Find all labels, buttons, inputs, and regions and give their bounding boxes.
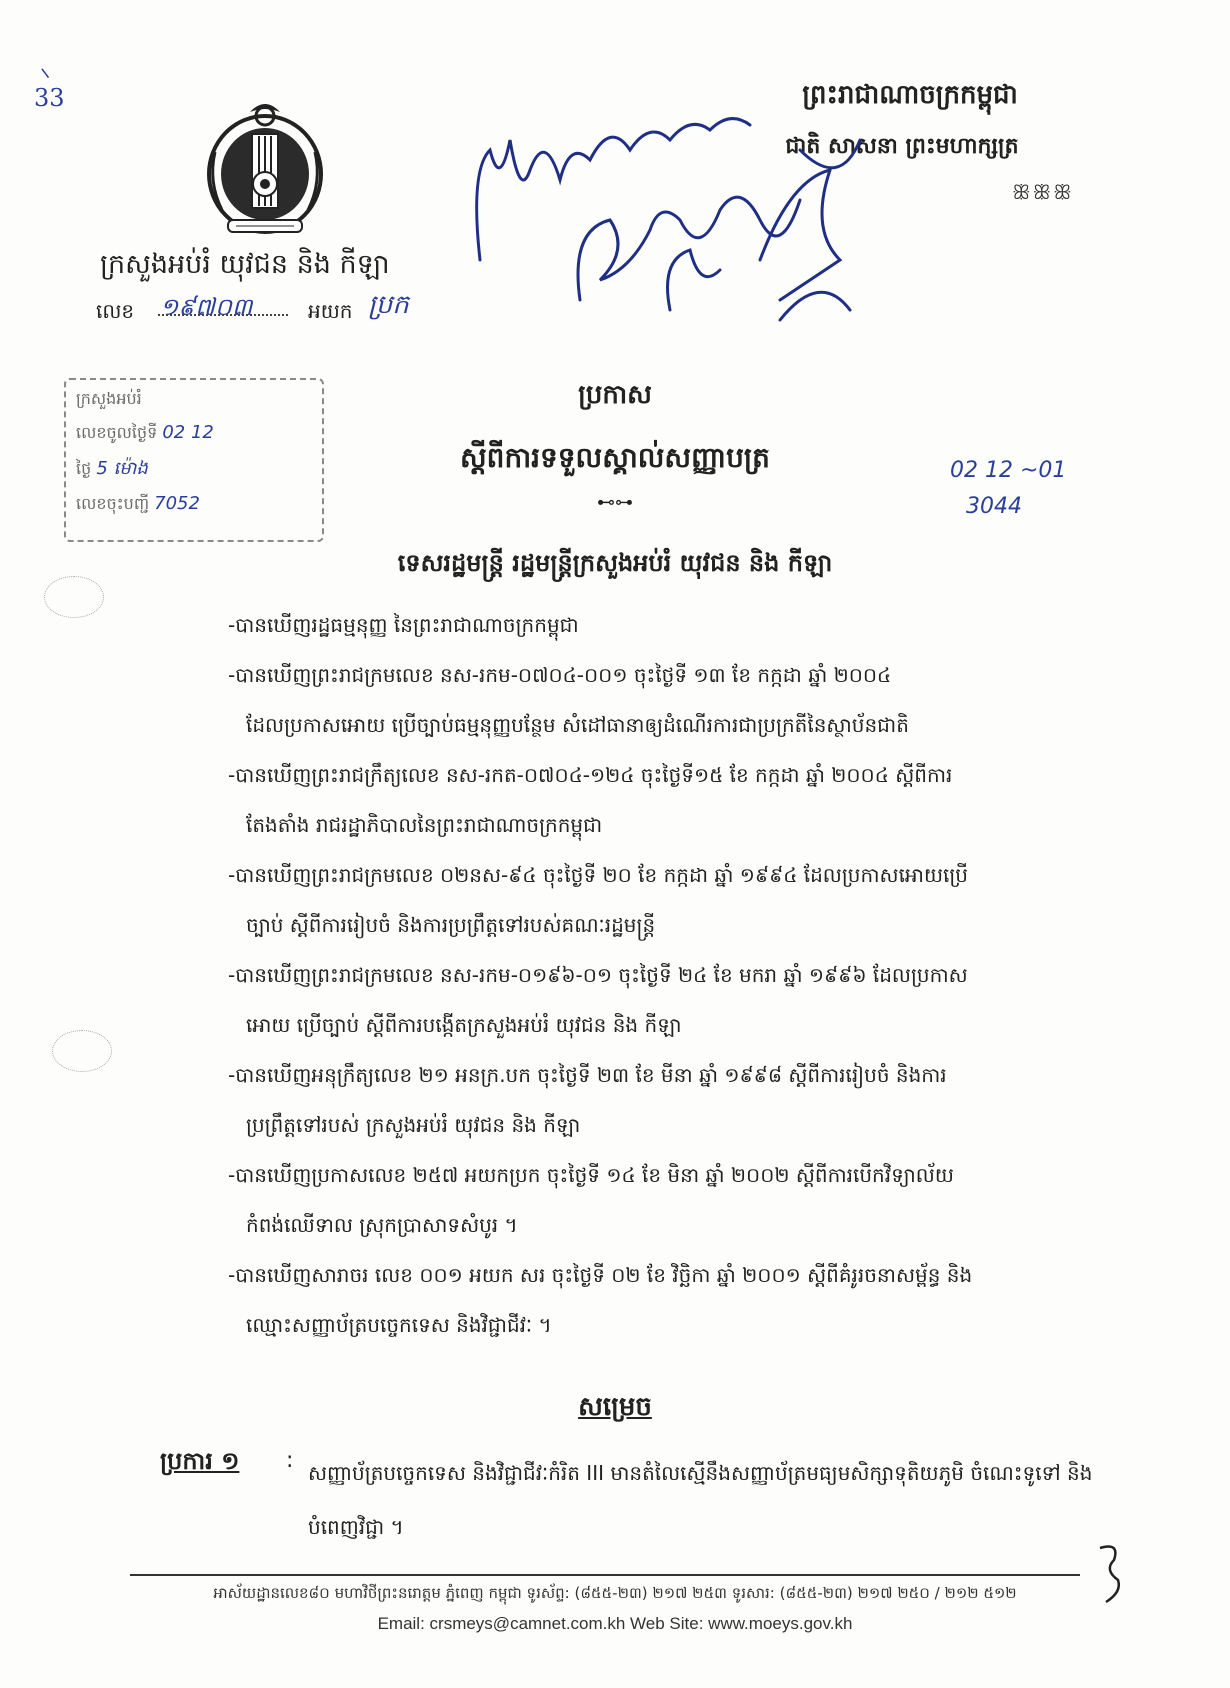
stamp-time-value: 5 ម៉ោង [96, 458, 148, 479]
punch-hole-mark [52, 1030, 112, 1072]
motto-ornament: ꕥꕥꕥ [1012, 180, 1074, 204]
preamble-clause: -បានឃើញសារាចរ លេខ ០០១ អយក សរ ចុះថ្ងៃទី ០២ ខែ វិច្ឆិកា ឆ្នាំ ២០០១ ស្តីពីគំរូរចនាសម្ព័ន្ធ និង ឈ្មោះសញ្ញាប័ត្របច្ចេកទេស និងវិជ្ជាជីវៈ ។ [228, 1263, 973, 1337]
stamp-register-value: 7052 [154, 493, 200, 514]
footer-contact: Email: crsmeys@camnet.com.kh Web Site: www.moeys.gov.kh [377, 1614, 853, 1633]
preamble-clause: -បានឃើញព្រះរាជក្រមលេខ នស-រកម-០៧០៤-០០១ ចុះថ្ងៃទី ១៣ ខែ កក្កដា ឆ្នាំ ២០០៤ ដែលប្រកាសអោយ ប្រើច្បាប់ធម្មនុញ្ញបន្ថែម សំដៅធានាឲ្យដំណើរការជាប្រក្រតីនៃស្ថាប័នជាតិ [228, 663, 909, 737]
article-1-label: ប្រការ ១ [160, 1447, 240, 1475]
reference-org-label: អយក [308, 299, 353, 323]
preamble-clause: -បានឃើញព្រះរាជក្រមលេខ នស-រកម-០១៩៦-០១ ចុះថ្ងៃទី ២៤ ខែ មករា ឆ្នាំ ១៩៩៦ ដែលប្រកាស អោយ ប្រើច្បាប់ ស្តីពីការបង្កើតក្រសួងអប់រំ យុវជន និង កីឡា [228, 963, 968, 1037]
stamp-date-label: លេខចូលថ្ងៃទី [76, 423, 158, 442]
handwritten-signature [460, 110, 880, 330]
preamble-clause: -បានឃើញអនុក្រឹត្យលេខ ២១ អនក្រ.បក ចុះថ្ងៃទី ២៣ ខែ មីនា ឆ្នាំ ១៩៩៨ ស្តីពីការរៀបចំ និងការ ប្រព្រឹត្តទៅរបស់ ក្រសួងអប់រំ យុវជន និង កីឡា [228, 1063, 947, 1137]
document-subtitle: ស្តីពីការទទួលស្គាល់សញ្ញាបត្រ [460, 441, 770, 474]
title-divider-ornament: ⊷⊶ [597, 492, 633, 513]
page-corner-mark: ⸜ [38, 53, 52, 83]
reference-number-value: ១៩៧០៣ [160, 293, 253, 321]
document-title: ប្រកាស [578, 380, 652, 410]
preamble-clauses [228, 600, 1088, 1350]
article-1-text: សញ្ញាប័ត្របច្ចេកទេស និងវិជ្ជាជីវៈកំរិត III មានតំលៃស្មើនឹងសញ្ញាប័ត្រមធ្យមសិក្សាទុតិយភូមិ ចំណេះទូទៅ និងបំពេញវិជ្ជា ។ [308, 1461, 1093, 1539]
handwritten-number: 3044 [966, 494, 1022, 519]
preamble-clause: -បានឃើញព្រះរាជក្រឹត្យលេខ នស-រកត-០៧០៤-១២៤ ចុះថ្ងៃទី១៥ ខែ កក្កដា ឆ្នាំ ២០០៤ ស្តីពីការ តែងតាំង រាជរដ្ឋាភិបាលនៃព្រះរាជាណាចក្រកម្ពុជា [228, 763, 953, 837]
reference-org-value: ប្រក [368, 290, 409, 320]
kingdom-heading: ព្រះរាជាណាចក្រកម្ពុជា [802, 80, 1018, 110]
preamble-clause: -បានឃើញព្រះរាជក្រមលេខ ០២នស-៩៤ ចុះថ្ងៃទី ២០ ខែ កក្កដា ឆ្នាំ ១៩៩៤ ដែលប្រកាសអោយប្រើ ច្បាប់ ស្តីពីការរៀបចំ និងការប្រព្រឹត្តទៅរបស់គណៈរដ្ឋមន្ត្រី [228, 863, 968, 937]
footer-divider [130, 1574, 1080, 1576]
page-number-handwritten: 33 [34, 84, 65, 112]
issuing-authority: ទេសរដ្ឋមន្ត្រី រដ្ឋមន្ត្រីក្រសួងអប់រំ យុវជន និង កីឡា [397, 549, 833, 577]
ministry-name: ក្រសួងអប់រំ យុវជន និង កីឡា [100, 249, 390, 280]
stamp-register-label: លេខចុះបញ្ជី [76, 494, 150, 513]
footer-address: អាស័យដ្ឋានលេខ៨០ មហាវិថីព្រះនរោត្តម ភ្នំពេញ កម្ពុជា ទូរស័ព្ទ: (៨៥៥-២៣) ២១៧ ២៥៣ ទូរសារ: (៨៥៥-២៣) ២១៧ ២៥០ / ២១២ ៥១២ [213, 1584, 1017, 1602]
article-1-colon: : [286, 1448, 294, 1473]
reference-number-label: លេខ [96, 299, 135, 323]
stamp-time-label: ថ្ងៃ [76, 459, 92, 478]
reference-dotted-line [158, 314, 288, 316]
ministry-emblem [200, 92, 330, 242]
preamble-clause: -បានឃើញរដ្ឋធម្មនុញ្ញ នៃព្រះរាជាណាចក្រកម្ពុជា [228, 613, 579, 637]
handwritten-date: 02 12 ~01 [950, 458, 1067, 483]
national-motto: ជាតិ សាសនា ព្រះមហាក្សត្រ [785, 134, 1019, 159]
decision-heading: សម្រេច [578, 1392, 652, 1422]
preamble-clause: -បានឃើញប្រកាសលេខ ២៥៧ អយកប្រក ចុះថ្ងៃទី ១៤ ខែ មិនា ឆ្នាំ ២០០២ ស្តីពីការបើកវិទ្យាល័យ កំពង់ឈើទាល ស្រុកប្រាសាទសំបូរ ។ [228, 1163, 954, 1237]
stamp-date-value: 02 12 [162, 422, 214, 443]
stamp-header: ក្រសួងអប់រំ [76, 389, 142, 408]
